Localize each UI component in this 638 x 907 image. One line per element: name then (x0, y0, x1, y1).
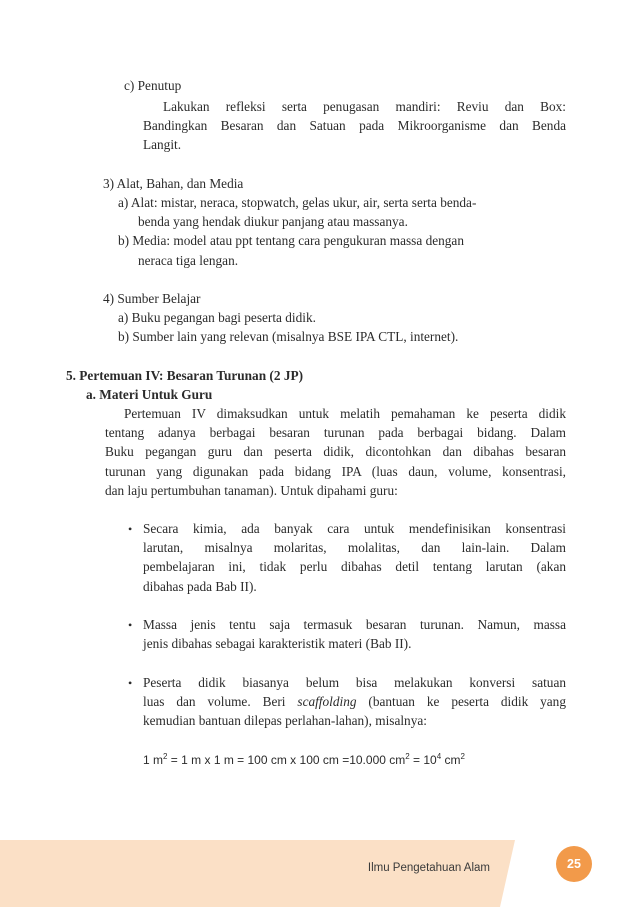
book-title: Ilmu Pengetahuan Alam (367, 862, 490, 874)
alat-item-a-line-1: a) Alat: mistar, neraca, stopwatch, gelas ukur, air, serta serta benda- (118, 195, 477, 210)
paragraph-line-1: Pertemuan IV dimaksudkan untuk melatih pemahaman ke peserta didik (124, 406, 566, 421)
paragraph-line-2: tentang adanya berbagai besaran turunan pada berbagai bidang. Dalam (105, 425, 566, 440)
bullet-3-line-1: Peserta didik biasanya belum bisa melakukan konversi satuan (143, 675, 566, 690)
sumber-item-b: b) Sumber lain yang relevan (misalnya BSE IPA CTL, internet). (118, 329, 459, 344)
bullet-1-line-4: dibahas pada Bab II). (143, 579, 257, 594)
subsection-heading: a. Materi Untuk Guru (86, 387, 213, 402)
bullet-3-line-2: luas dan volume. Beri scaffolding (bantuan ke peserta didik yang (143, 694, 566, 709)
bullet-1-line-2: larutan, misalnya molaritas, molalitas, dan lain-lain. Dalam (143, 540, 566, 555)
alat-heading: 3) Alat, Bahan, dan Media (103, 176, 244, 191)
bullet-1-line-3: pembelajaran ini, tidak perlu dibahas detil tentang larutan (akan (143, 559, 566, 574)
alat-item-a-line-2: benda yang hendak diukur panjang atau massanya. (138, 214, 408, 229)
bullet-3-line-3: kemudian bantuan dilepas perlahan-lahan), misalnya: (143, 713, 427, 728)
alat-item-b-line-1: b) Media: model atau ppt tentang cara pengukuran massa dengan (118, 233, 464, 248)
paragraph-line-4: turunan yang digunakan pada bidang IPA (luas daun, volume, konsentrasi, (105, 464, 566, 479)
bullet-1-line-1: Secara kimia, ada banyak cara untuk mendefinisikan konsentrasi (143, 521, 566, 536)
bullet-2-line-2: jenis dibahas sebagai karakteristik materi (Bab II). (143, 636, 412, 651)
paragraph-line-5: dan laju pertumbuhan tanaman). Untuk dipahami guru: (105, 483, 398, 498)
bullet-2-symbol: • (128, 618, 133, 632)
footer-band (0, 840, 638, 907)
paragraph-line-3: Buku pegangan guru dan peserta didik, dicontohkan dan dibahas besaran (105, 444, 566, 459)
alat-item-b-line-2: neraca tiga lengan. (138, 253, 239, 268)
scaffolding-term: scaffolding (297, 694, 357, 709)
penutup-line-2: Bandingkan Besaran dan Satuan pada Mikroorganisme dan Benda (143, 118, 566, 133)
penutup-line-1: Lakukan refleksi serta penugasan mandiri: Reviu dan Box: (163, 99, 566, 114)
sumber-heading: 4) Sumber Belajar (103, 291, 201, 306)
penutup-line-3: Langit. (143, 137, 182, 152)
page-number-badge: 25 (556, 846, 592, 882)
sumber-item-a: a) Buku pegangan bagi peserta didik. (118, 310, 316, 325)
section-heading: 5. Pertemuan IV: Besaran Turunan (2 JP) (66, 368, 304, 383)
conversion-formula: 1 $m^2 = 1$ m x 1 m = 100 cm x 100 cm =10.000 $cm^2 = 10^4$ $cm^2$ (143, 752, 465, 767)
page-footer (0, 840, 638, 907)
bullet-1-symbol: • (128, 522, 133, 536)
penutup-heading: c) Penutup (124, 78, 182, 93)
bullet-2-line-1: Massa jenis tentu saja termasuk besaran turunan. Namun, massa (143, 617, 566, 632)
bullet-3-symbol: • (128, 676, 133, 690)
